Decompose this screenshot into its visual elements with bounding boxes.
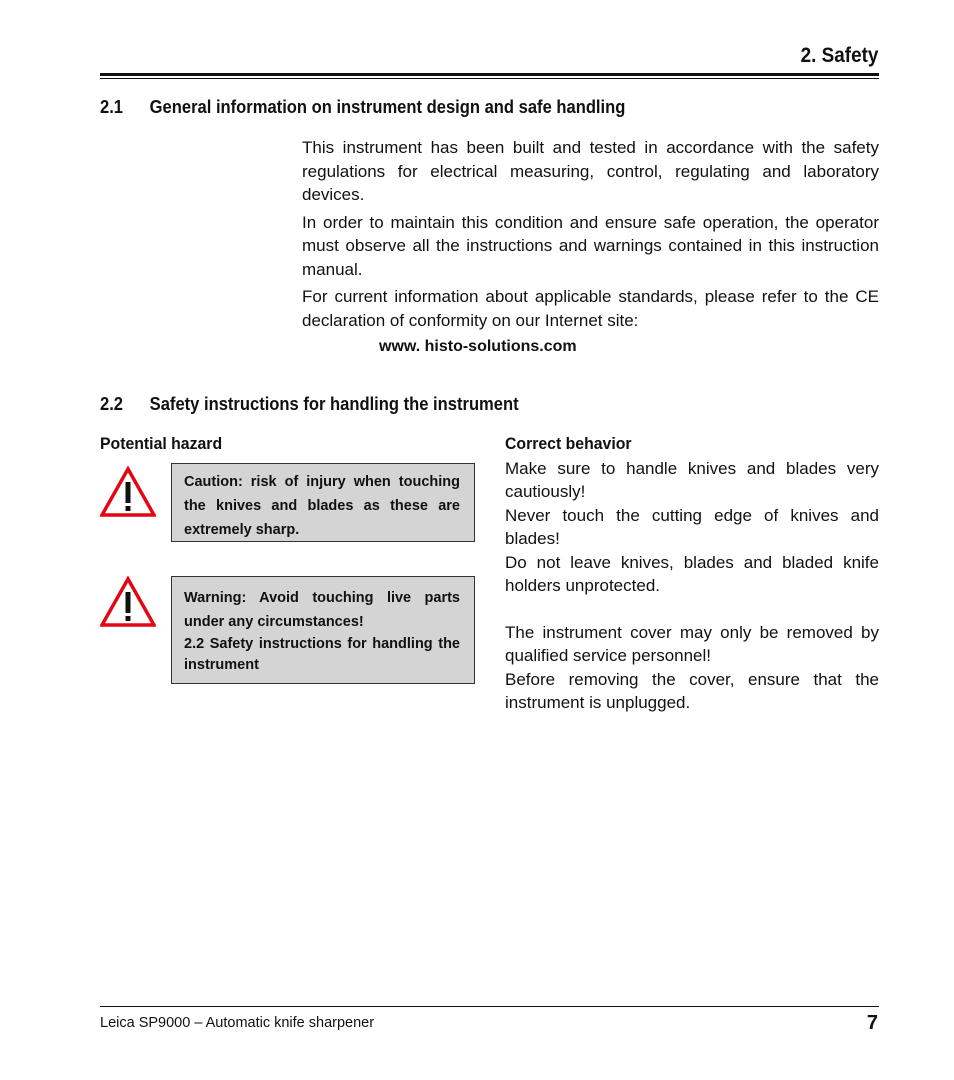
section-title: Safety instructions for handling the instrument <box>149 394 519 414</box>
footer-product: Leica SP9000 – Automatic knife sharpener <box>100 1015 375 1031</box>
website-link[interactable]: www. histo-solutions.com <box>379 338 577 355</box>
behavior-item: Do not leave knives, blades and bladed knife holders unprotected. <box>505 552 879 596</box>
warning-text: Warning: Avoid touching live parts under any circumstances! <box>184 590 460 630</box>
warning-reference: 2.2 Safety instructions for handling the instrument <box>184 636 460 673</box>
section-number: 2.1 <box>100 97 124 117</box>
correct-behavior-list <box>505 457 879 714</box>
section-heading-2-2 <box>100 394 519 415</box>
behavior-item: Before removing the cover, ensure that the instrument is unplugged. <box>505 669 879 713</box>
caution-box <box>171 463 475 542</box>
potential-hazard-heading: Potential hazard <box>100 434 223 453</box>
warning-triangle-icon <box>100 576 156 628</box>
caution-text: Caution: risk of injury when touching the knives and blades as these are extremely sharp. <box>184 474 460 538</box>
behavior-item: Never touch the cutting edge of knives and blades! <box>505 505 879 549</box>
behavior-item: The instrument cover may only be removed by qualified service personnel! <box>505 622 879 666</box>
chapter-title: 2. Safety <box>800 44 878 67</box>
section-body <box>302 136 879 336</box>
header-rule <box>100 73 879 76</box>
warning-triangle-icon <box>100 466 156 518</box>
paragraph: For current information about applicable standards, please refer to the CE declaration of conformity on our Internet site: <box>302 287 879 330</box>
behavior-item: Make sure to handle knives and blades very cautiously! <box>505 459 879 502</box>
section-heading-2-1 <box>100 97 625 118</box>
warning-box <box>171 576 475 684</box>
header-rule-thin <box>100 78 879 79</box>
page-number: 7 <box>866 1012 878 1034</box>
footer-rule <box>100 1006 879 1007</box>
correct-behavior-heading: Correct behavior <box>505 434 632 453</box>
section-number: 2.2 <box>100 394 124 414</box>
paragraph: This instrument has been built and tested in accordance with the safety regulations for electrical measuring, control, regulating and laboratory devices. <box>302 138 879 204</box>
section-title: General information on instrument design and safe handling <box>149 97 626 117</box>
paragraph: In order to maintain this condition and ensure safe operation, the operator must observe all the instructions and warnings contained in this instruction manual. <box>302 212 879 279</box>
